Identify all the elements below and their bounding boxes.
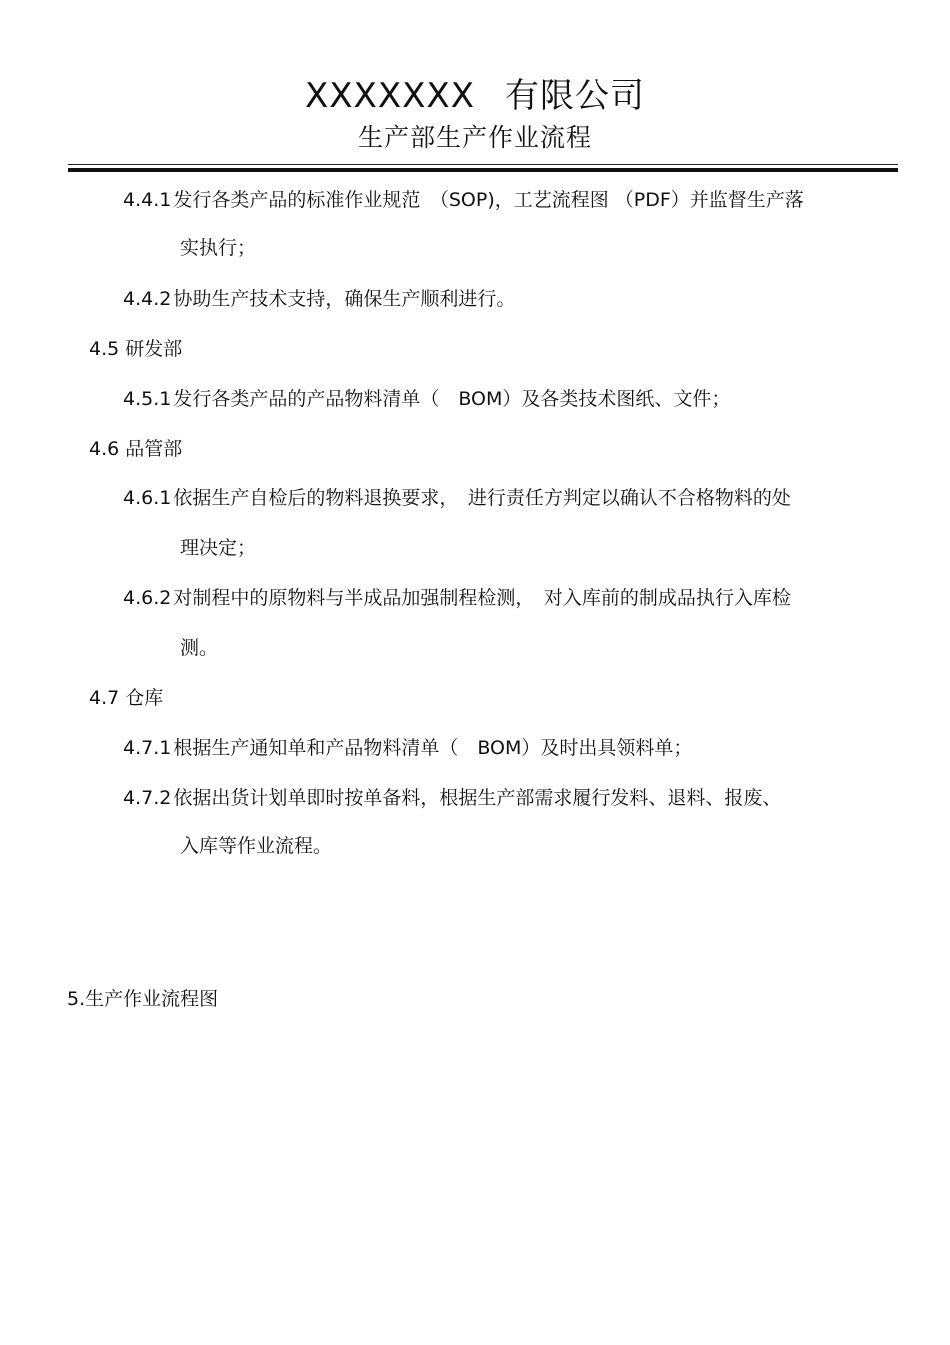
header-divider-thin	[68, 164, 898, 165]
clause-number: 4.6.2	[123, 587, 172, 609]
clause-4-6-2	[123, 584, 791, 612]
clause-number: 4.5.1	[123, 388, 172, 410]
clause-text: 依据生产自检后的物料退换要求， 进行责任方判定以确认不合格物料的处	[173, 487, 791, 509]
company-title	[0, 74, 950, 118]
clause-text: 依据出货计划单即时按单备料，根据生产部需求履行发料、退料、报废、	[173, 787, 782, 809]
clause-4-4-1	[123, 186, 804, 214]
clause-4-6-1	[123, 484, 791, 512]
section-4-6-heading: 4.6 品管部	[89, 438, 183, 460]
clause-text: 对制程中的原物料与半成品加强制程检测， 对入库前的制成品执行入库检	[173, 587, 791, 609]
clause-number: 4.6.1	[123, 487, 172, 509]
document-subtitle: 生产部生产作业流程	[357, 123, 592, 152]
clause-text: 协助生产技术支持，确保生产顺利进行。	[173, 288, 516, 310]
header-divider-thick	[68, 168, 898, 172]
clause-text: 根据生产通知单和产品物料清单（ BOM）及时出具领料单；	[173, 737, 693, 759]
clause-4-6-2-continued: 测。	[180, 637, 219, 659]
section-4-5-heading: 4.5 研发部	[89, 338, 183, 360]
clause-4-6-1-continued: 理决定；	[180, 537, 257, 559]
clause-text: 发行各类产品的标准作业规范 （SOP)，工艺流程图 （PDF）并监督生产落	[173, 189, 804, 211]
clause-number: 4.4.1	[123, 189, 172, 211]
clause-number: 4.7.1	[123, 737, 172, 759]
clause-4-4-2	[123, 285, 515, 313]
clause-number: 4.4.2	[123, 288, 172, 310]
section-5-heading: 5.生产作业流程图	[67, 988, 219, 1010]
clause-number: 4.7.2	[123, 787, 172, 809]
company-suffix: 有限公司	[505, 76, 646, 116]
clause-4-7-1	[123, 734, 692, 762]
clause-4-7-2-continued: 入库等作业流程。	[180, 835, 333, 857]
section-4-7-heading: 4.7 仓库	[89, 687, 164, 709]
clause-4-5-1	[123, 385, 730, 413]
clause-4-7-2	[123, 784, 781, 812]
clause-4-4-1-continued: 实执行；	[180, 237, 257, 259]
company-name: XXXXXXX	[304, 76, 476, 116]
clause-text: 发行各类产品的产品物料清单（ BOM）及各类技术图纸、文件；	[173, 388, 731, 410]
